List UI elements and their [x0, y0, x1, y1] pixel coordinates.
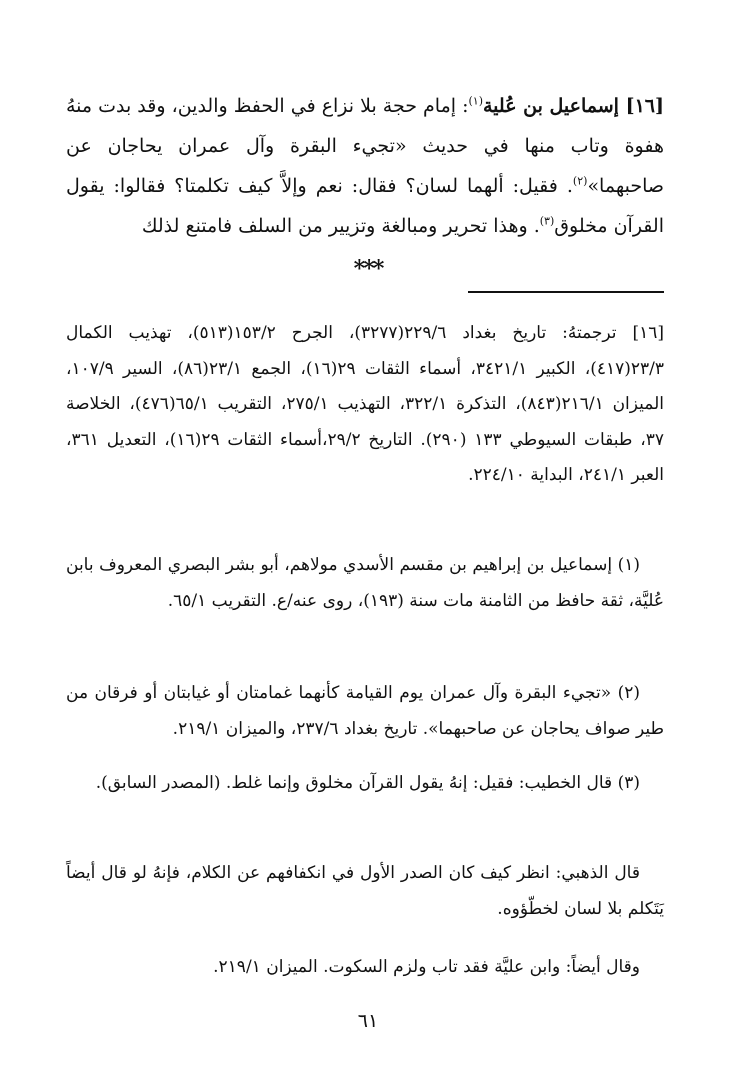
- footnote-ref-1: (١): [468, 94, 483, 108]
- footnote-3: (٣) قال الخطيب: فقيل: إنهُ يقول القرآن مخلوق وإنما غلط. (المصدر السابق).: [95, 773, 640, 793]
- footnote-2: (٢) «تجيء البقرة وآل عمران يوم القيامة كأنهما غمامتان أو غيابتان أو فرقان من طير صواف يحاجان عن صاحبهما». تاريخ بغداد ٢٣٧/٦، والميزان ٢١٩/١.: [66, 683, 664, 739]
- entry-text-part-2: . فقيل: ألهما لسان؟ فقال: نعم وإلاَّ كيف تكلمتا؟ فقالوا: يقول القرآن مخلوق: [66, 175, 664, 237]
- dhahabi-comment-2: وقال أيضاً: وابن عليَّة فقد تاب ولزم السكوت. الميزان ٢١٩/١.: [213, 957, 640, 977]
- entry-text-part-1: : إمام حجة بلا نزاع في الحفظ والدين، وقد بدت منهُ هفوة وتاب منها في حديث «تجيء البقرة وآل عمران يحاجان عن صاحبهما»: [65, 95, 664, 197]
- main-entry-paragraph: [66, 86, 664, 246]
- entry-heading: [١٦] إسماعيل بن عُلية: [483, 95, 664, 117]
- asterism-divider: * **: [353, 256, 383, 282]
- page-number: ٦١: [357, 1010, 379, 1032]
- footnote-ref-3: (٣): [539, 214, 555, 228]
- bibliography-note: [١٦] ترجمتهُ: تاريخ بغداد ٢٢٩/٦(٣٢٧٧)، الجرح ١٥٣/٢(٥١٣)، تهذيب الكمال ٢٣/٣(٤١٧)، الكبير ٣٤٢١/١، أسماء الثقات ٢٩(١٦)، الجمع ٢٣/١(٨٦)، السير ١٠٧/٩، الميزان ٢١٦/١(٨٤٣)، التذكرة ٣٢٢/١، التهذيب ٢٧٥/١، التقريب ٦٥/١(٤٧٦)، الخلاصة ٣٧، طبقات السيوطي ١٣٣ (٢٩٠). التاريخ ٢٩/٢،أسماء الثقات ٢٩(١٦)، التعديل ٣٦١، العبر ٢٤١/١، البداية ٢٢٤/١٠.: [66, 323, 665, 485]
- dhahabi-comment: قال الذهبي: انظر كيف كان الصدر الأول في انكفافهم عن الكلام، فإنهُ لو قال أيضاً يَتَكلم بلا لسان لخطّؤوه.: [66, 863, 664, 919]
- entry-text-part-3: . وهذا تحرير ومبالغة وتزيير من السلف فامتنع لذلك: [141, 215, 540, 237]
- footnote-1: (١) إسماعيل بن إبراهيم بن مقسم الأسدي مولاهم، أبو بشر البصري المعروف بابن عُليَّة، ثقة حافظ من الثامنة مات سنة (١٩٣)، روى عنه/ع. التقريب ٦٥/١.: [66, 555, 664, 611]
- footnote-ref-2: (٢): [572, 174, 588, 188]
- footnote-separator-line: [468, 291, 664, 293]
